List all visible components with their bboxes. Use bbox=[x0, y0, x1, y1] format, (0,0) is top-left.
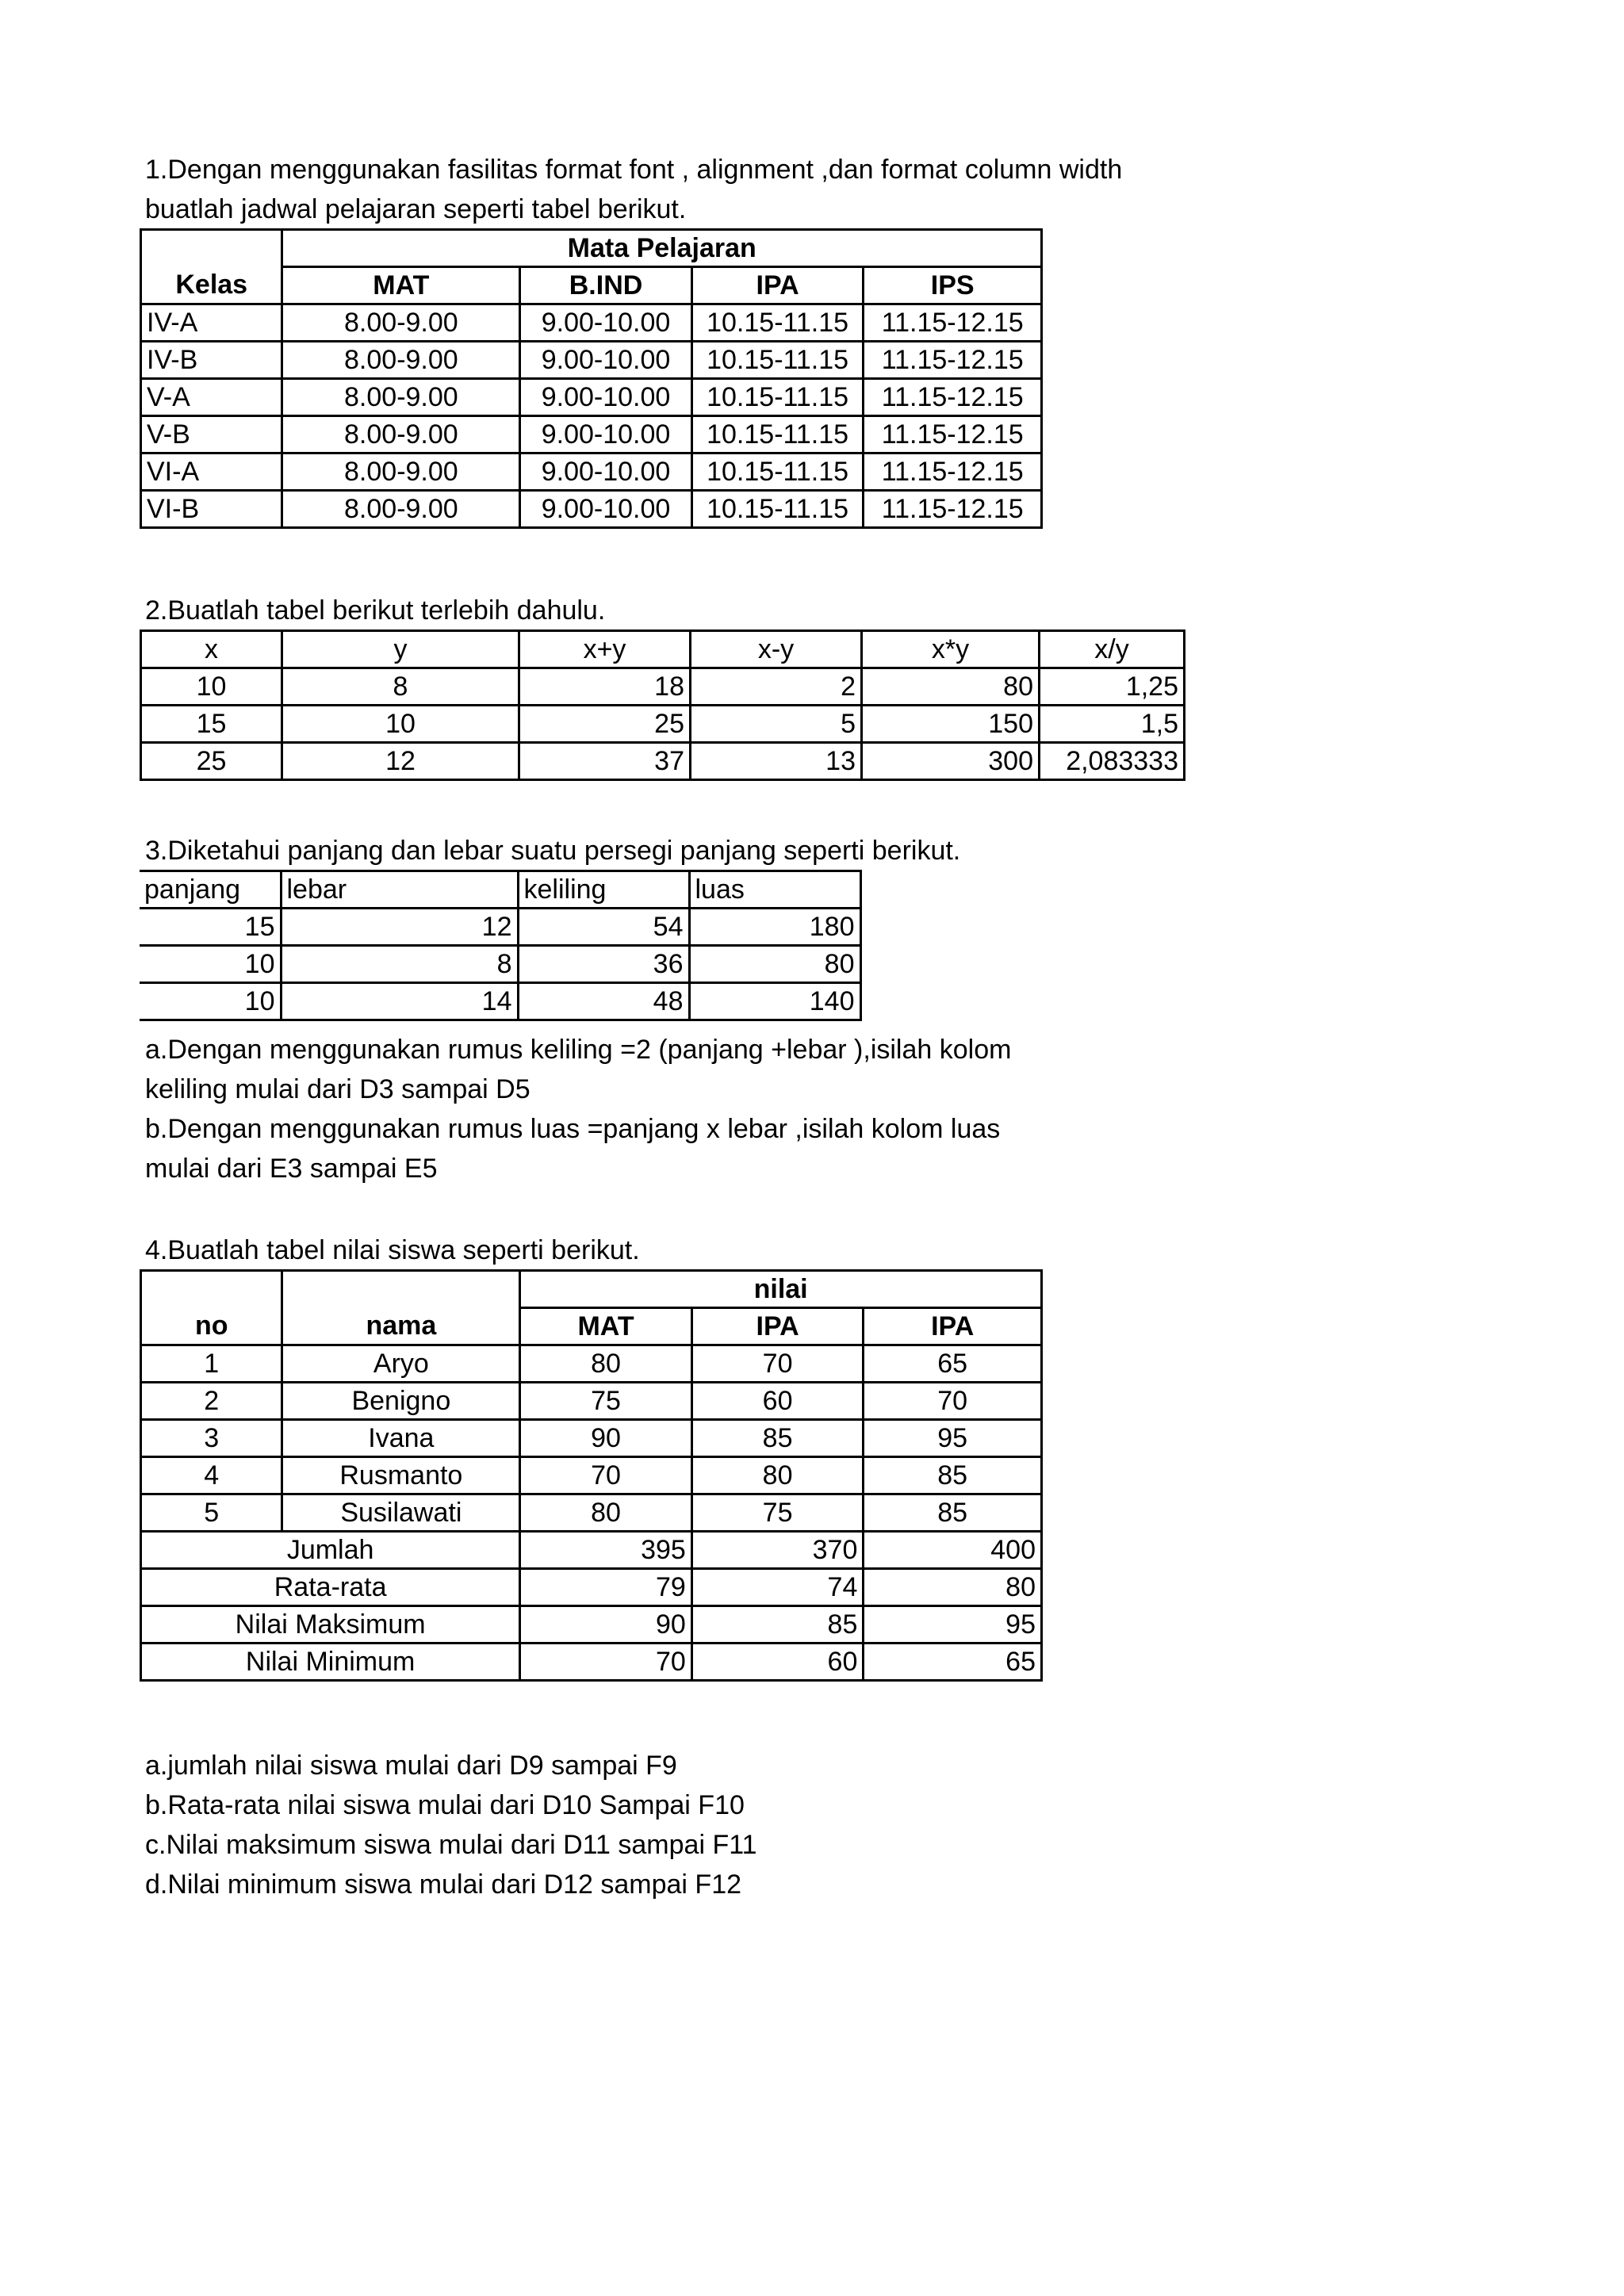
score-cell: 90 bbox=[520, 1420, 692, 1457]
value-cell: 1,5 bbox=[1040, 706, 1185, 743]
column-header: x+y bbox=[519, 631, 691, 668]
value-cell: 15 bbox=[140, 909, 281, 946]
kelas-cell: IV-A bbox=[141, 304, 282, 342]
q3-note-a-line2: keliling mulai dari D3 sampai D5 bbox=[145, 1074, 530, 1104]
column-header: y bbox=[282, 631, 519, 668]
summary-label: Nilai Maksimum bbox=[141, 1606, 520, 1644]
time-cell: 10.15-11.15 bbox=[691, 379, 864, 416]
q3-note-a-line1: a.Dengan menggunakan rumus keliling =2 (panjang +lebar ),isilah kolom bbox=[145, 1035, 1012, 1065]
summary-value: 370 bbox=[691, 1532, 864, 1569]
table-row bbox=[141, 379, 1042, 416]
kelas-cell: IV-B bbox=[141, 342, 282, 379]
kelas-cell: VI-B bbox=[141, 491, 282, 528]
summary-value: 80 bbox=[864, 1569, 1042, 1606]
time-cell: 9.00-10.00 bbox=[520, 453, 692, 491]
value-cell: 15 bbox=[141, 706, 282, 743]
value-cell: 5 bbox=[691, 706, 862, 743]
nama-cell: Susilawati bbox=[282, 1494, 520, 1532]
value-cell: 1,25 bbox=[1040, 668, 1185, 706]
column-header: lebar bbox=[281, 871, 518, 909]
time-cell: 8.00-9.00 bbox=[282, 342, 520, 379]
value-cell: 8 bbox=[282, 668, 519, 706]
time-cell: 8.00-9.00 bbox=[282, 453, 520, 491]
score-cell: 65 bbox=[864, 1345, 1042, 1383]
nama-cell: Rusmanto bbox=[282, 1457, 520, 1494]
score-cell: 80 bbox=[691, 1457, 864, 1494]
xy-table bbox=[140, 629, 1185, 781]
table-row bbox=[141, 706, 1185, 743]
nilai-header: nilai bbox=[520, 1271, 1042, 1308]
time-cell: 10.15-11.15 bbox=[691, 342, 864, 379]
value-cell: 54 bbox=[518, 909, 689, 946]
table-row bbox=[140, 909, 860, 946]
score-cell: 85 bbox=[864, 1494, 1042, 1532]
table-row bbox=[141, 743, 1185, 780]
score-cell: 80 bbox=[520, 1494, 692, 1532]
q2-instruction: 2.Buatlah tabel berikut terlebih dahulu. bbox=[145, 595, 606, 626]
value-cell: 140 bbox=[689, 983, 860, 1020]
value-cell: 10 bbox=[282, 706, 519, 743]
table-row bbox=[140, 983, 860, 1020]
score-cell: 85 bbox=[691, 1420, 864, 1457]
time-cell: 9.00-10.00 bbox=[520, 491, 692, 528]
score-cell: 75 bbox=[691, 1494, 864, 1532]
value-cell: 150 bbox=[862, 706, 1040, 743]
summary-value: 395 bbox=[520, 1532, 692, 1569]
time-cell: 11.15-12.15 bbox=[864, 379, 1042, 416]
q1-instruction-line2: buatlah jadwal pelajaran seperti tabel berikut. bbox=[145, 194, 687, 224]
value-cell: 300 bbox=[862, 743, 1040, 780]
summary-label: Jumlah bbox=[141, 1532, 520, 1569]
value-cell: 14 bbox=[281, 983, 518, 1020]
value-cell: 80 bbox=[862, 668, 1040, 706]
value-cell: 10 bbox=[140, 983, 281, 1020]
table-row bbox=[141, 1345, 1042, 1383]
no-cell: 2 bbox=[141, 1383, 282, 1420]
time-cell: 9.00-10.00 bbox=[520, 379, 692, 416]
summary-value: 95 bbox=[864, 1606, 1042, 1644]
kelas-cell: V-B bbox=[141, 416, 282, 453]
subject-header: MAT bbox=[520, 1308, 692, 1345]
table-row bbox=[141, 453, 1042, 491]
nama-header: nama bbox=[282, 1308, 520, 1345]
score-cell: 70 bbox=[691, 1345, 864, 1383]
time-cell: 9.00-10.00 bbox=[520, 304, 692, 342]
no-cell: 4 bbox=[141, 1457, 282, 1494]
column-header: x/y bbox=[1040, 631, 1185, 668]
time-cell: 11.15-12.15 bbox=[864, 453, 1042, 491]
value-cell: 12 bbox=[282, 743, 519, 780]
table-row bbox=[141, 416, 1042, 453]
q1-instruction-line1: 1.Dengan menggunakan fasilitas format font , alignment ,dan format column width bbox=[145, 155, 1123, 185]
nama-cell: Ivana bbox=[282, 1420, 520, 1457]
summary-value: 60 bbox=[691, 1644, 864, 1681]
mata-pelajaran-header: Mata Pelajaran bbox=[282, 230, 1042, 267]
table-row bbox=[141, 1383, 1042, 1420]
q3-instruction: 3.Diketahui panjang dan lebar suatu persegi panjang seperti berikut. bbox=[145, 836, 961, 866]
time-cell: 8.00-9.00 bbox=[282, 416, 520, 453]
value-cell: 12 bbox=[281, 909, 518, 946]
summary-row bbox=[141, 1569, 1042, 1606]
kelas-cell: VI-A bbox=[141, 453, 282, 491]
schedule-table bbox=[140, 228, 1043, 529]
no-header: no bbox=[141, 1308, 282, 1345]
q3-note-b-line1: b.Dengan menggunakan rumus luas =panjang x lebar ,isilah kolom luas bbox=[145, 1114, 1001, 1144]
summary-value: 90 bbox=[520, 1606, 692, 1644]
summary-value: 70 bbox=[520, 1644, 692, 1681]
value-cell: 10 bbox=[140, 946, 281, 983]
score-cell: 60 bbox=[691, 1383, 864, 1420]
time-cell: 10.15-11.15 bbox=[691, 491, 864, 528]
q4-note-d: d.Nilai minimum siswa mulai dari D12 sampai F12 bbox=[145, 1869, 742, 1900]
q4-note-a: a.jumlah nilai siswa mulai dari D9 sampai F9 bbox=[145, 1751, 677, 1781]
value-cell: 48 bbox=[518, 983, 689, 1020]
time-cell: 10.15-11.15 bbox=[691, 416, 864, 453]
summary-row bbox=[141, 1532, 1042, 1569]
q4-note-c: c.Nilai maksimum siswa mulai dari D11 sampai F11 bbox=[145, 1830, 757, 1860]
value-cell: 2 bbox=[691, 668, 862, 706]
column-header: luas bbox=[689, 871, 860, 909]
no-cell: 5 bbox=[141, 1494, 282, 1532]
subject-header: MAT bbox=[282, 267, 520, 304]
score-cell: 80 bbox=[520, 1345, 692, 1383]
rectangle-table bbox=[140, 870, 862, 1021]
summary-value: 65 bbox=[864, 1644, 1042, 1681]
summary-label: Rata-rata bbox=[141, 1569, 520, 1606]
score-cell: 70 bbox=[520, 1457, 692, 1494]
table-row bbox=[141, 1494, 1042, 1532]
q4-note-b: b.Rata-rata nilai siswa mulai dari D10 Sampai F10 bbox=[145, 1790, 745, 1820]
time-cell: 9.00-10.00 bbox=[520, 342, 692, 379]
column-header: panjang bbox=[140, 871, 281, 909]
time-cell: 11.15-12.15 bbox=[864, 491, 1042, 528]
no-cell: 1 bbox=[141, 1345, 282, 1383]
column-header: x bbox=[141, 631, 282, 668]
score-cell: 70 bbox=[864, 1383, 1042, 1420]
time-cell: 8.00-9.00 bbox=[282, 491, 520, 528]
time-cell: 11.15-12.15 bbox=[864, 304, 1042, 342]
column-header: x-y bbox=[691, 631, 862, 668]
table-row bbox=[141, 304, 1042, 342]
time-cell: 11.15-12.15 bbox=[864, 342, 1042, 379]
table-row bbox=[141, 1457, 1042, 1494]
value-cell: 36 bbox=[518, 946, 689, 983]
summary-value: 400 bbox=[864, 1532, 1042, 1569]
subject-header: B.IND bbox=[520, 267, 692, 304]
table-row bbox=[140, 946, 860, 983]
subject-header: IPS bbox=[864, 267, 1042, 304]
subject-header: IPA bbox=[691, 267, 864, 304]
student-score-table bbox=[140, 1269, 1043, 1682]
kelas-cell: V-A bbox=[141, 379, 282, 416]
time-cell: 10.15-11.15 bbox=[691, 453, 864, 491]
q4-instruction: 4.Buatlah tabel nilai siswa seperti berikut. bbox=[145, 1235, 640, 1265]
score-cell: 95 bbox=[864, 1420, 1042, 1457]
summary-value: 74 bbox=[691, 1569, 864, 1606]
summary-row bbox=[141, 1644, 1042, 1681]
time-cell: 11.15-12.15 bbox=[864, 416, 1042, 453]
value-cell: 180 bbox=[689, 909, 860, 946]
value-cell: 8 bbox=[281, 946, 518, 983]
no-header-top bbox=[141, 1271, 282, 1308]
value-cell: 80 bbox=[689, 946, 860, 983]
q3-note-b-line2: mulai dari E3 sampai E5 bbox=[145, 1154, 438, 1184]
table-row bbox=[141, 668, 1185, 706]
value-cell: 25 bbox=[141, 743, 282, 780]
column-header: keliling bbox=[518, 871, 689, 909]
kelas-header: Kelas bbox=[141, 267, 282, 304]
nama-cell: Benigno bbox=[282, 1383, 520, 1420]
summary-value: 85 bbox=[691, 1606, 864, 1644]
value-cell: 2,083333 bbox=[1040, 743, 1185, 780]
table-row bbox=[141, 491, 1042, 528]
summary-value: 79 bbox=[520, 1569, 692, 1606]
subject-header: IPA bbox=[691, 1308, 864, 1345]
table-row bbox=[141, 342, 1042, 379]
score-cell: 75 bbox=[520, 1383, 692, 1420]
summary-label: Nilai Minimum bbox=[141, 1644, 520, 1681]
subject-header: IPA bbox=[864, 1308, 1042, 1345]
column-header: x*y bbox=[862, 631, 1040, 668]
table-row bbox=[141, 1420, 1042, 1457]
kelas-header-top bbox=[141, 230, 282, 267]
value-cell: 18 bbox=[519, 668, 691, 706]
score-cell: 85 bbox=[864, 1457, 1042, 1494]
value-cell: 10 bbox=[141, 668, 282, 706]
time-cell: 9.00-10.00 bbox=[520, 416, 692, 453]
nama-header-top bbox=[282, 1271, 520, 1308]
time-cell: 8.00-9.00 bbox=[282, 304, 520, 342]
value-cell: 13 bbox=[691, 743, 862, 780]
no-cell: 3 bbox=[141, 1420, 282, 1457]
nama-cell: Aryo bbox=[282, 1345, 520, 1383]
value-cell: 25 bbox=[519, 706, 691, 743]
time-cell: 10.15-11.15 bbox=[691, 304, 864, 342]
summary-row bbox=[141, 1606, 1042, 1644]
time-cell: 8.00-9.00 bbox=[282, 379, 520, 416]
value-cell: 37 bbox=[519, 743, 691, 780]
